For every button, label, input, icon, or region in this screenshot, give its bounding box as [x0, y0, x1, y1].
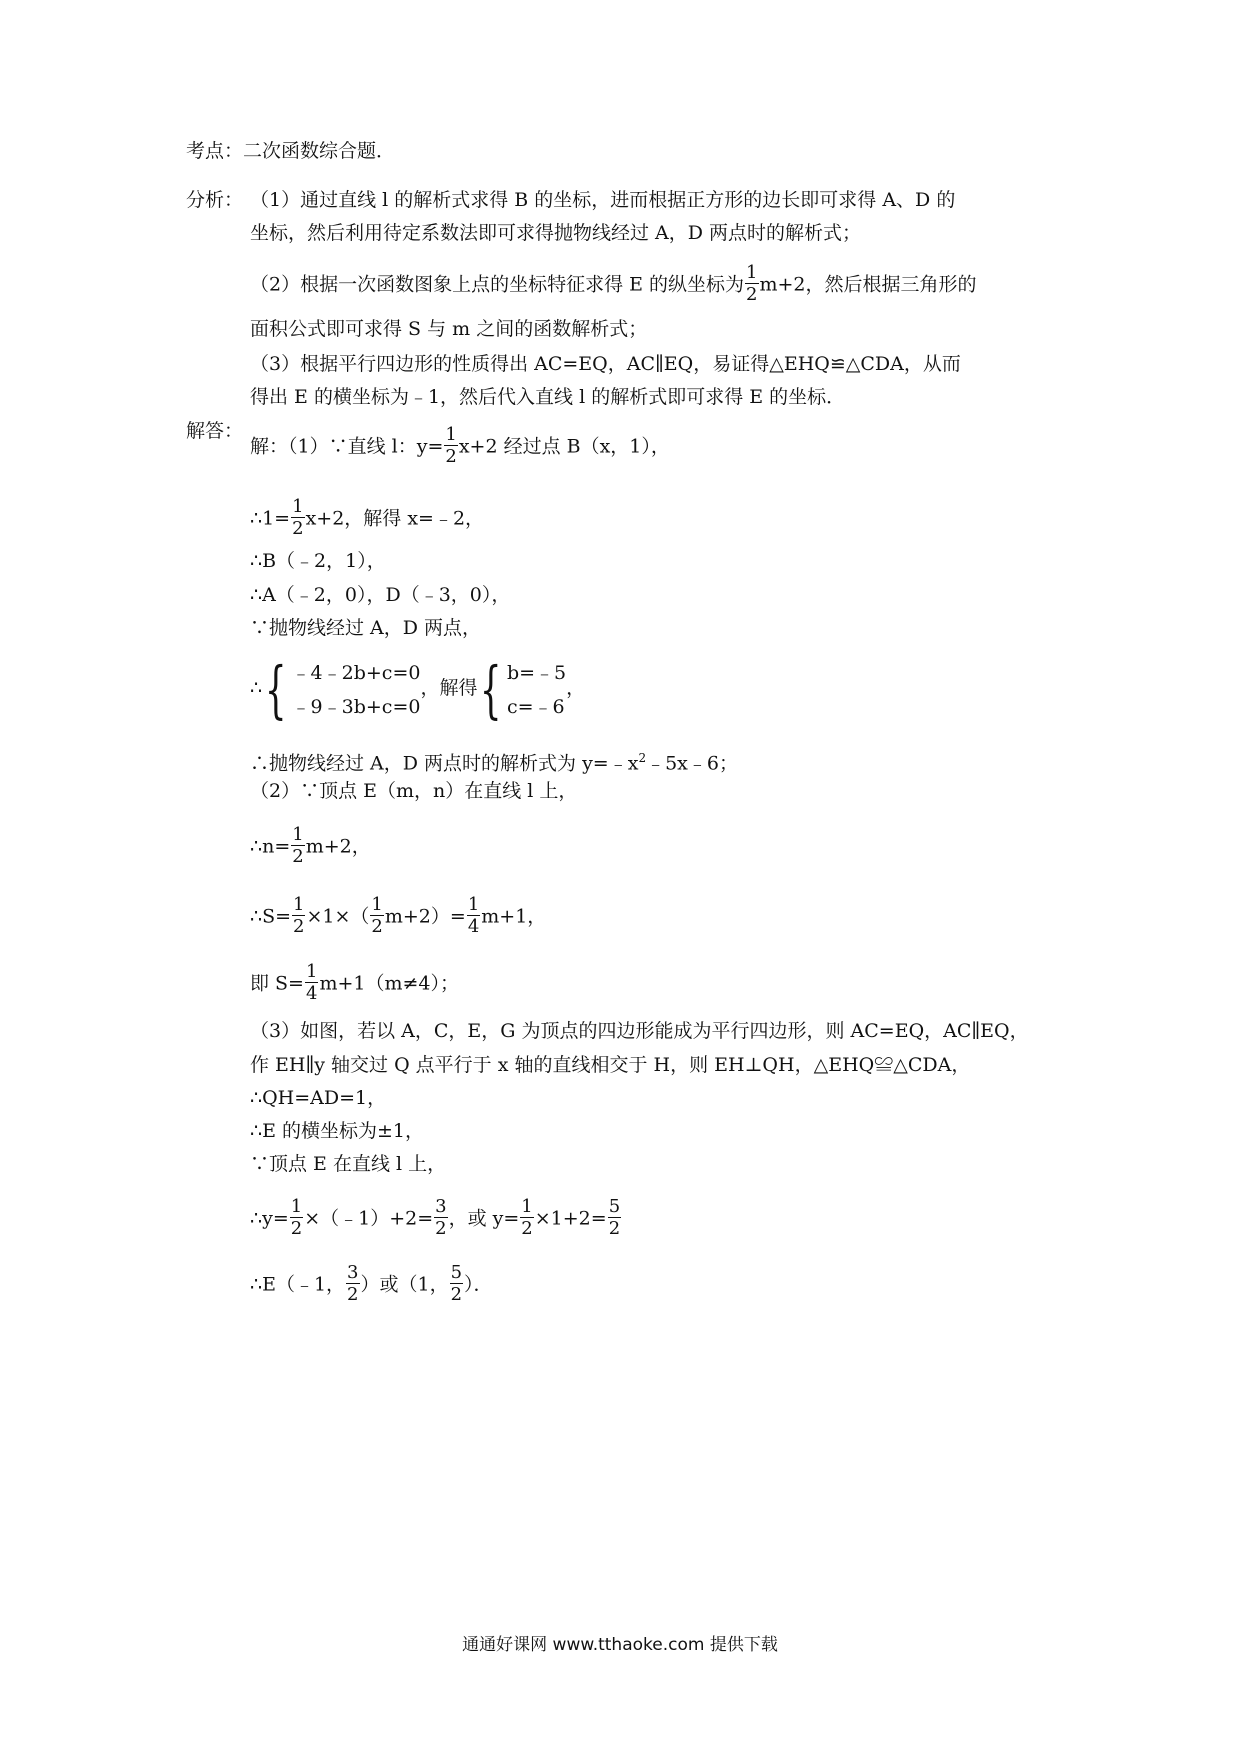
solution-s17-mid1: ×（﹣1）+2= [304, 1207, 434, 1230]
jieda-label: 解答： [186, 420, 244, 442]
solution-s7-pre: ∴抛物线经过 A，D 两点时的解析式为 y=﹣x [250, 752, 639, 775]
solution-s11-post: m+1（m≠4）； [319, 972, 459, 995]
result-c: c=﹣6 [506, 695, 565, 718]
fenxi-label: 分析： [186, 189, 244, 211]
solution-s8: （2）∵顶点 E（m，n）在直线 l 上， [250, 780, 578, 802]
analysis-p2b: 面积公式即可求得 S 与 m 之间的函数解析式； [250, 318, 648, 340]
analysis-p3a: （3）根据平行四边形的性质得出 AC=EQ，AC∥EQ，易证得△EHQ≌△CDA，从而 [250, 353, 961, 375]
solution-s7 [250, 743, 738, 778]
fraction-half: $\frac{1}{2}$ [445, 424, 457, 467]
solution-s9-pre: ∴n= [250, 835, 291, 858]
solution-s11 [250, 963, 459, 1006]
solution-s6-pre: ∴ [250, 677, 263, 699]
solution-s5: ∵抛物线经过 A，D 两点， [250, 617, 482, 639]
fraction-half: $\frac{1}{2}$ [293, 894, 305, 937]
solution-s9 [250, 826, 371, 869]
solution-s7-post: ﹣5x﹣6； [646, 752, 738, 775]
solution-s12: （3）如图，若以 A，C，E，G 为顶点的四边形能成为平行四边形，则 AC=EQ，AC∥EQ， [250, 1020, 1029, 1042]
kaodian-label: 考点： [186, 140, 244, 162]
fraction-quarter: $\frac{1}{4}$ [305, 961, 318, 1004]
solution-s18-pre: ∴E（﹣1， [250, 1273, 346, 1296]
fraction-half: $\frac{1}{2}$ [521, 1196, 533, 1239]
solution-s15: ∴E 的横坐标为±1， [250, 1120, 425, 1142]
solution-s6-mid: ，解得 [420, 677, 478, 699]
solution-s18 [250, 1264, 493, 1307]
fraction-half: $\frac{1}{2}$ [292, 496, 304, 539]
solution-s3: ∴B（﹣2，1）， [250, 550, 386, 572]
solution-s9-post: m+2， [305, 835, 371, 858]
solution-s16: ∵顶点 E 在直线 l 上， [250, 1153, 447, 1175]
solution-s1-pre: 解：（1）∵直线 l：y= [250, 435, 444, 458]
fraction-half: $\frac{1}{2}$ [371, 894, 383, 937]
fraction-quarter: $\frac{1}{4}$ [467, 894, 480, 937]
solution-system: { b=﹣5 c=﹣6 [480, 652, 567, 726]
solution-s10-mid1: ×1×（ [306, 905, 370, 928]
kaodian-line [186, 136, 395, 166]
fraction-three-halves: $\frac{3}{2}$ [435, 1196, 447, 1239]
analysis-p2a [250, 264, 977, 307]
analysis-p2a-post: m+2，然后根据三角形的 [759, 273, 977, 296]
solution-s1 [250, 426, 670, 469]
solution-s6-post: ， [566, 677, 586, 699]
solution-s2-pre: ∴1= [250, 507, 291, 530]
equation-2: ﹣9﹣3b+c=0 [291, 695, 421, 718]
solution-s13: 作 EH∥y 轴交过 Q 点平行于 x 轴的直线相交于 H，则 EH⊥QH，△EHQ≌△CDA， [250, 1054, 971, 1076]
solution-s2 [250, 498, 484, 541]
analysis-p3b: 得出 E 的横坐标为﹣1，然后代入直线 l 的解析式即可求得 E 的坐标． [250, 386, 846, 408]
fraction-half: $\frac{1}{2}$ [746, 262, 758, 305]
fraction-three-halves: $\frac{3}{2}$ [347, 1262, 359, 1305]
result-b: b=﹣5 [506, 661, 567, 684]
fraction-half: $\frac{1}{2}$ [292, 824, 304, 867]
solution-s14: ∴QH=AD=1， [250, 1087, 387, 1109]
analysis-p1a: （1）通过直线 l 的解析式求得 B 的坐标，进而根据正方形的边长即可求得 A、D 的 [250, 189, 956, 211]
equation-system: { ﹣4﹣2b+c=0 ﹣9﹣3b+c=0 [264, 652, 421, 726]
footer-text: 通通好课网 www.tthaoke.com 提供下载 [462, 1635, 778, 1655]
solution-s10-post: m+1， [481, 905, 547, 928]
solution-s2-post: x+2，解得 x=﹣2， [305, 507, 485, 530]
fraction-five-halves: $\frac{5}{2}$ [608, 1196, 621, 1239]
solution-s17-pre: ∴y= [250, 1207, 289, 1230]
solution-s10-mid2: m+2）= [384, 905, 466, 928]
solution-s18-mid: ）或（1， [360, 1273, 449, 1296]
analysis-p1b: 坐标，然后利用待定系数法即可求得抛物线经过 A，D 两点时的解析式； [250, 222, 862, 244]
solution-s1-post: x+2 经过点 B（x，1）， [458, 435, 670, 458]
solution-s17-mid2: ，或 y= [448, 1207, 520, 1230]
solution-s17 [250, 1198, 622, 1241]
fraction-half: $\frac{1}{2}$ [290, 1196, 303, 1239]
fraction-five-halves: $\frac{5}{2}$ [450, 1262, 463, 1305]
solution-s6 [250, 654, 585, 724]
equation-1: ﹣4﹣2b+c=0 [291, 661, 421, 684]
solution-s10 [250, 896, 546, 939]
solution-s18-post: ）． [464, 1273, 493, 1296]
kaodian-text: 二次函数综合题． [243, 140, 396, 162]
solution-s11-pre: 即 S= [250, 972, 304, 995]
solution-s4: ∴A（﹣2，0），D（﹣3，0）， [250, 584, 511, 606]
solution-s10-pre: ∴S= [250, 905, 292, 928]
analysis-p2a-pre: （2）根据一次函数图象上点的坐标特征求得 E 的纵坐标为 [250, 273, 745, 296]
exponent: 2 [638, 751, 647, 765]
solution-s17-mid3: ×1+2= [534, 1207, 607, 1230]
